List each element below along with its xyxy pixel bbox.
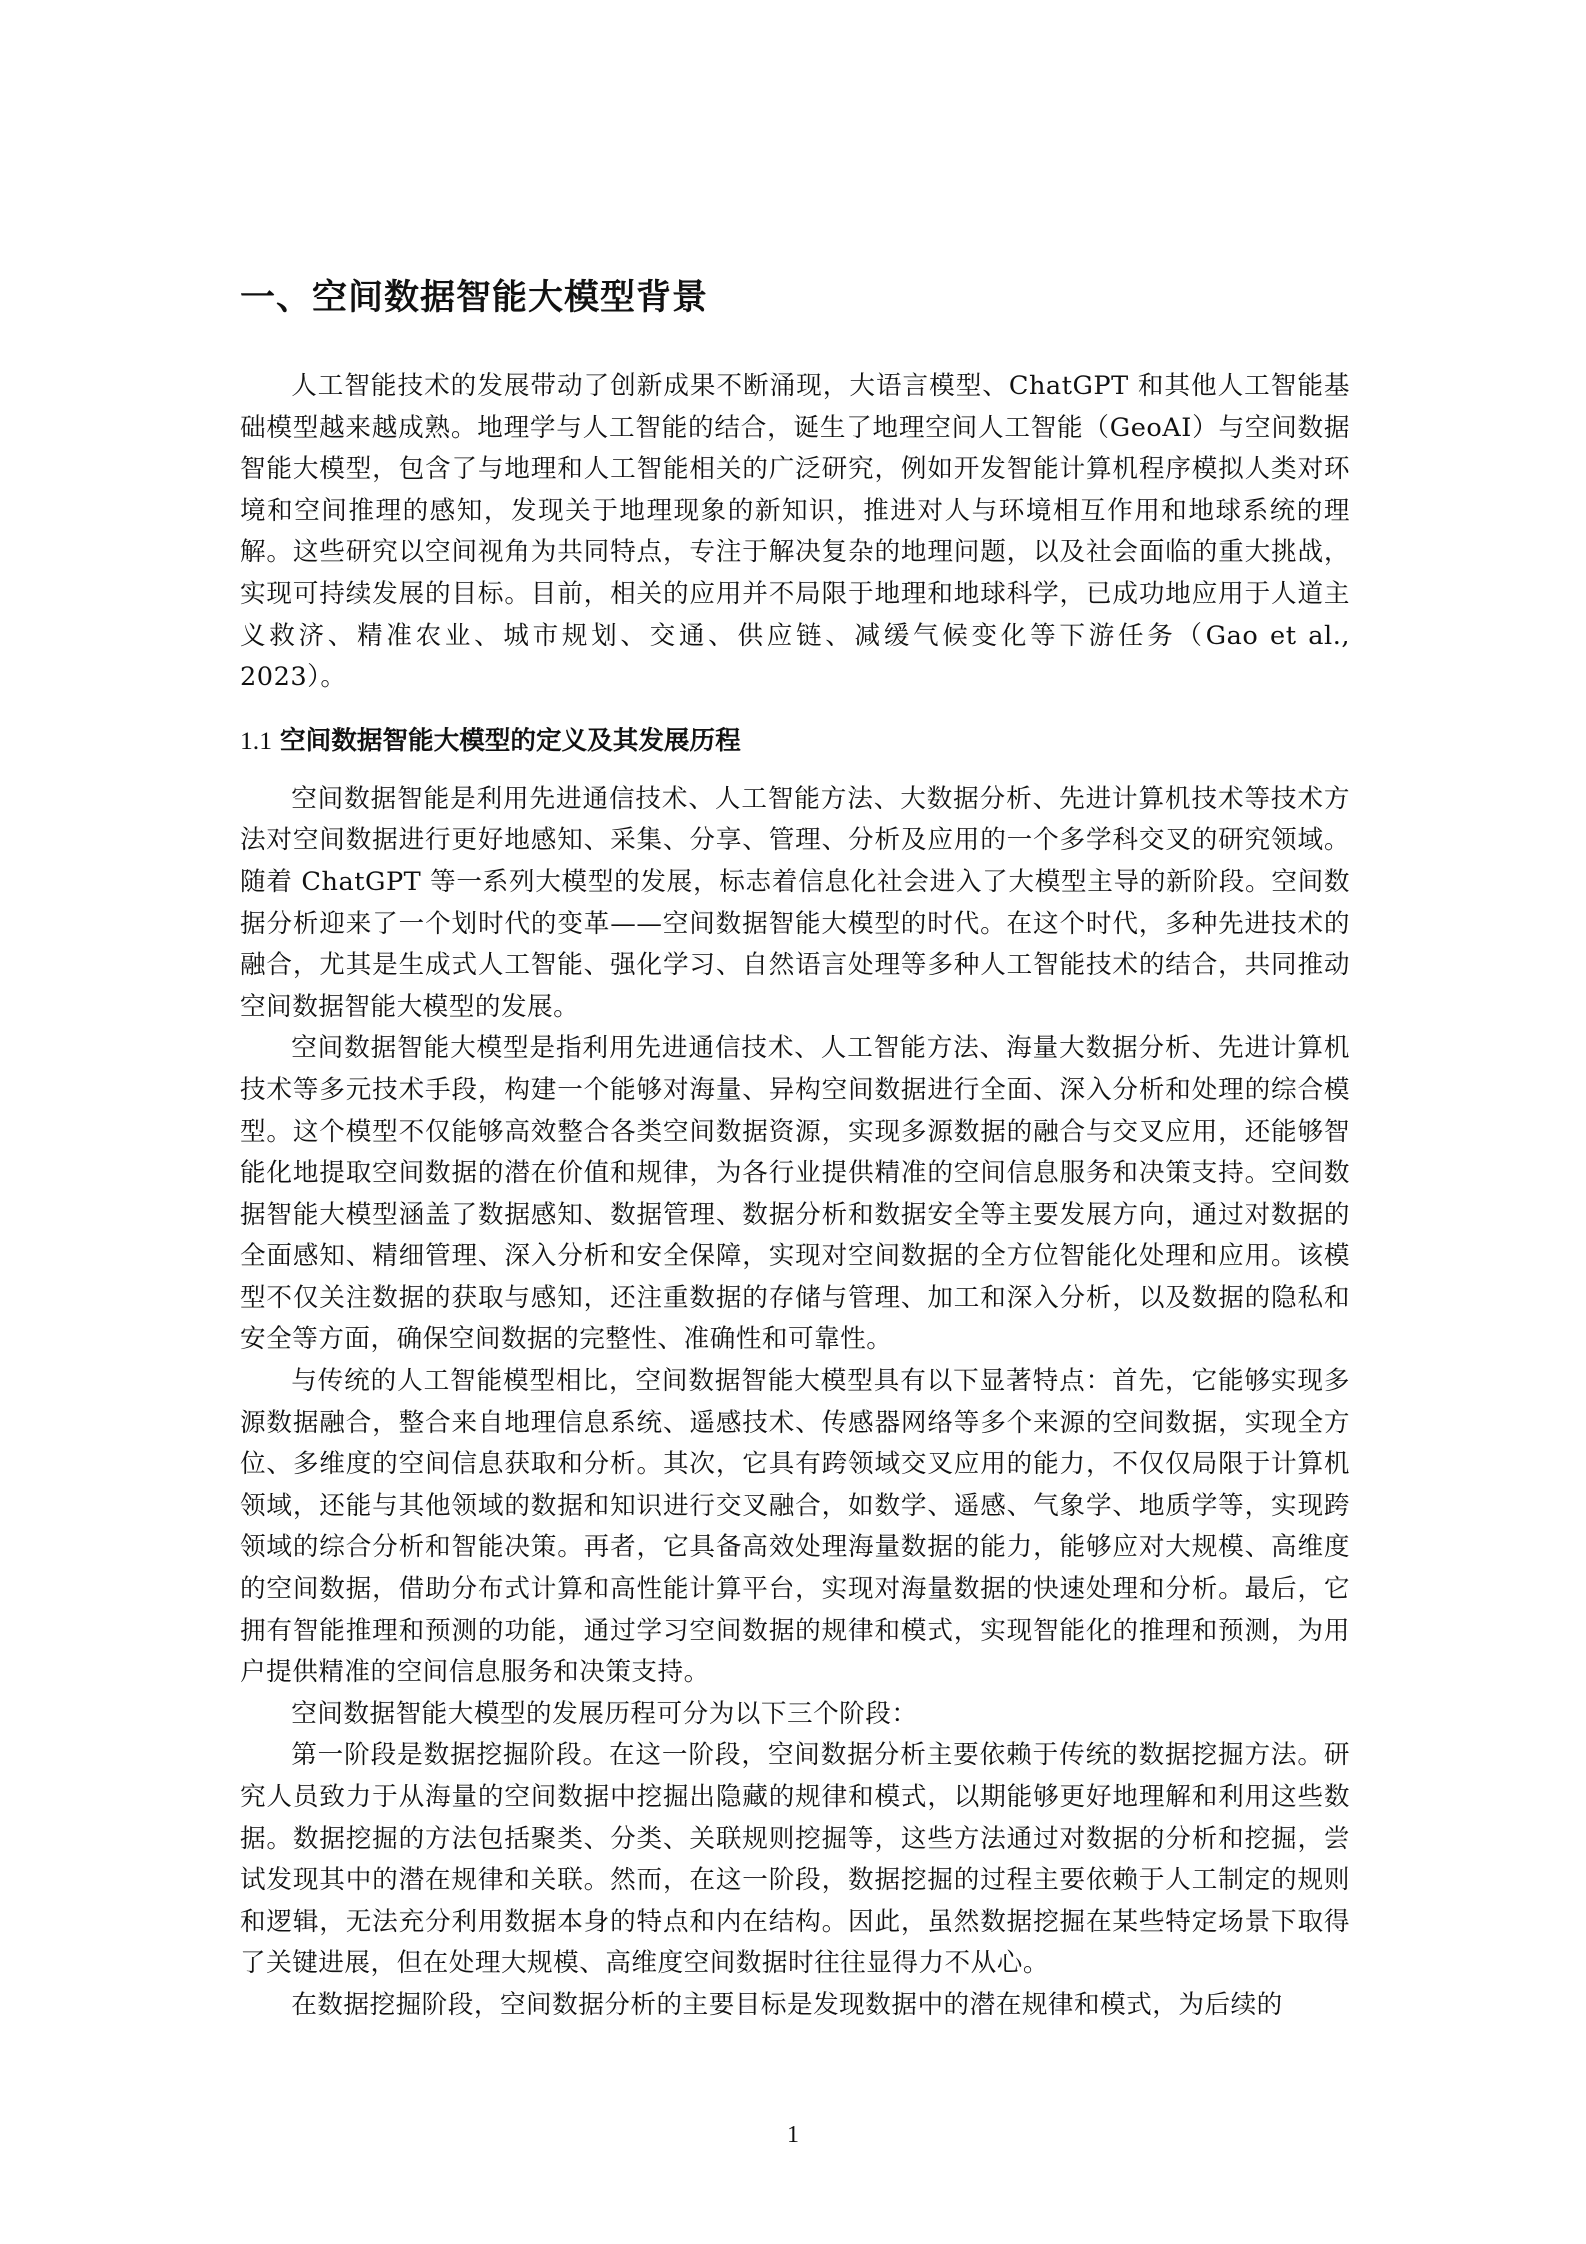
paragraph-continuation: 在数据挖掘阶段，空间数据分析的主要目标是发现数据中的潜在规律和模式，为后续的 <box>291 1989 1283 2020</box>
page-content <box>240 268 1350 2027</box>
paragraph-model: 空间数据智能大模型是指利用先进通信技术、人工智能方法、海量大数据分析、先进计算机技术等多元技术手段，构建一个能够对海量、异构空间数据进行全面、深入分析和处理的综合模型。这个模型不仅能够高效整合各类空间数据资源，实现多源数据的融合与交叉应用，还能够智能化地提取空间数据的潜在价值和规律，为各行业提供精准的空间信息服务和决策支持。空间数据智能大模型涵盖了数据感知、数据管理、数据分析和数据安全等主要发展方向，通过对数据的全面感知、精细管理、深入分析和安全保障，实现对空间数据的全方位智能化处理和应用。该模型不仅关注数据的获取与感知，还注重数据的存储与管理、加工和深入分析，以及数据的隐私和安全等方面，确保空间数据的完整性、准确性和可靠性。 <box>240 1033 1350 1355</box>
section-title: 空间数据智能大模型的定义及其发展历程 <box>280 725 741 756</box>
section-number: 1.1 <box>240 725 272 755</box>
section-heading <box>240 721 1350 761</box>
paragraph-features: 与传统的人工智能模型相比，空间数据智能大模型具有以下显著特点：首先，它能够实现多源数据融合，整合来自地理信息系统、遥感技术、传感器网络等多个来源的空间数据，实现全方位、多维度的空间信息获取和分析。其次，它具有跨领域交叉应用的能力，不仅仅局限于计算机领域，还能与其他领域的数据和知识进行交叉融合，如数学、遥感、气象学、地质学等，实现跨领域的综合分析和智能决策。再者，它具备高效处理海量数据的能力，能够应对大规模、高维度的空间数据，借助分布式计算和高性能计算平台，实现对海量数据的快速处理和分析。最后，它拥有智能推理和预测的功能，通过学习空间数据的规律和模式，实现智能化的推理和预测，为用户提供精准的空间信息服务和决策支持。 <box>240 1366 1350 1688</box>
page-number: 1 <box>787 2122 799 2148</box>
paragraph-stage-one: 第一阶段是数据挖掘阶段。在这一阶段，空间数据分析主要依赖于传统的数据挖掘方法。研究人员致力于从海量的空间数据中挖掘出隐藏的规律和模式，以期能够更好地理解和利用这些数据。数据挖掘的方法包括聚类、分类、关联规则挖掘等，这些方法通过对数据的分析和挖掘，尝试发现其中的潜在规律和关联。然而，在这一阶段，数据挖掘的过程主要依赖于人工制定的规则和逻辑，无法充分利用数据本身的特点和内在结构。因此，虽然数据挖掘在某些特定场景下取得了关键进展，但在处理大规模、高维度空间数据时往往显得力不从心。 <box>240 1740 1350 1979</box>
chapter-heading: 一、空间数据智能大模型背景 <box>240 278 709 318</box>
paragraph-definition: 空间数据智能是利用先进通信技术、人工智能方法、大数据分析、先进计算机技术等技术方法对空间数据进行更好地感知、采集、分享、管理、分析及应用的一个多学科交叉的研究领域。随着 ChatGPT 等一系列大模型的发展，标志着信息化社会进入了大模型主导的新阶段。空间数据分析迎来了一个划时代的变革——空间数据智能大模型的时代。在这个时代，多种先进技术的融合，尤其是生成式人工智能、强化学习、自然语言处理等多种人工智能技术的结合，共同推动空间数据智能大模型的发展。 <box>240 783 1350 1022</box>
paragraph-stages-intro: 空间数据智能大模型的发展历程可分为以下三个阶段： <box>291 1698 918 1729</box>
intro-paragraph: 人工智能技术的发展带动了创新成果不断涌现，大语言模型、ChatGPT 和其他人工智能基础模型越来越成熟。地理学与人工智能的结合，诞生了地理空间人工智能（GeoAI）与空间数据智能大模型，包含了与地理和人工智能相关的广泛研究，例如开发智能计算机程序模拟人类对环境和空间推理的感知，发现关于地理现象的新知识，推进对人与环境相互作用和地球系统的理解。这些研究以空间视角为共同特点，专注于解决复杂的地理问题，以及社会面临的重大挑战，实现可持续发展的目标。目前，相关的应用并不局限于地理和地球科学，已成功地应用于人道主义救济、精准农业、城市规划、交通、供应链、减缓气候变化等下游任务（Gao et al., 2023）。 <box>240 371 1350 693</box>
